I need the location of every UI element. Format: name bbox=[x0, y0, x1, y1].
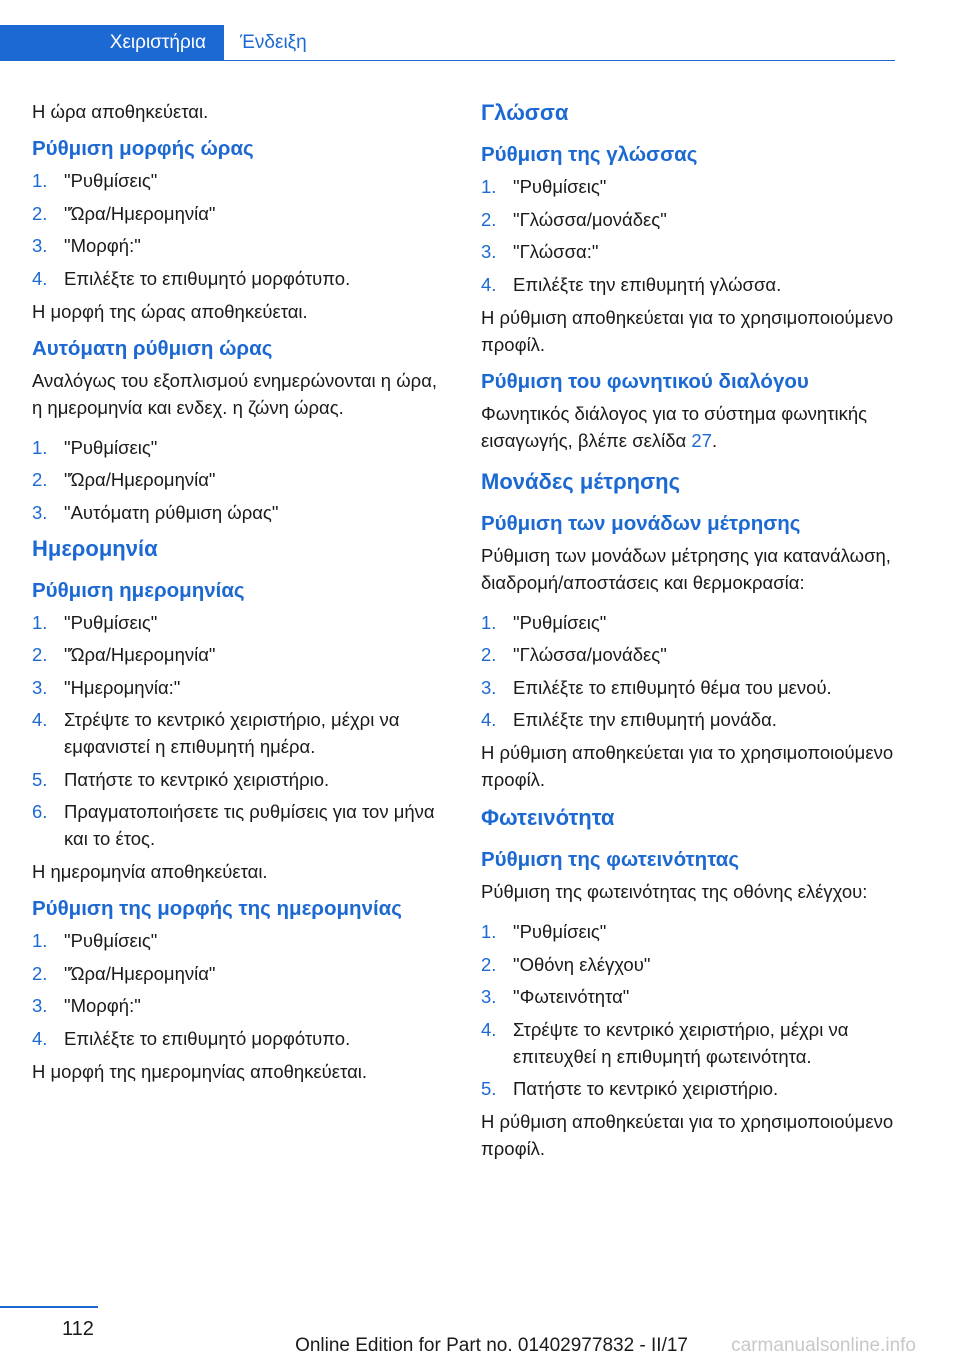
list-item: 3. "Μορφή:" bbox=[32, 995, 141, 1016]
list-item: 2. "Ώρα/Ημερομηνία" bbox=[32, 202, 216, 224]
auto-time-heading: Αυτόματη ρύθμιση ώρας bbox=[32, 336, 273, 360]
list-item: 5. Πατήστε το κεντρικό χειριστήριο. bbox=[32, 768, 330, 790]
time-format-heading: Ρύθμιση μορφής ώρας bbox=[32, 137, 254, 160]
time-format-result: Η μορφή της ώρας αποθηκεύεται. bbox=[32, 300, 308, 322]
tab-controls[interactable]: Χειριστήρια bbox=[0, 25, 224, 61]
auto-time-desc: Αναλόγως του εξοπλισμού ενημερώνονται η ώρα, η ημερομηνία και ενδεχ. η ζώνη ώρας. bbox=[32, 369, 438, 418]
list-item: 2. "Γλώσσα/μονάδες" bbox=[481, 208, 667, 230]
page-reference-link[interactable]: 27 bbox=[691, 429, 712, 451]
edition-text: Online Edition for Part no. 01402977832 - II/17 bbox=[295, 1335, 688, 1356]
language-section-heading: Γλώσσα bbox=[481, 100, 569, 125]
watermark: carmanualsonline.info bbox=[731, 1335, 916, 1356]
date-format-heading: Ρύθμιση της μορφής της ημερομηνίας bbox=[32, 897, 402, 920]
list-item: 3. "Φωτεινότητα" bbox=[481, 986, 630, 1007]
page-number: 112 bbox=[62, 1318, 94, 1340]
list-item: 1. "Ρυθμίσεις" bbox=[32, 170, 158, 191]
right-column bbox=[481, 98, 899, 1175]
list-item: 2. "Ώρα/Ημερομηνία" bbox=[32, 469, 216, 490]
set-units-steps bbox=[481, 609, 899, 734]
list-item: 4. Επιλέξτε την επιθυμητή γλώσσα. bbox=[481, 273, 782, 295]
set-units-desc: Ρύθμιση των μονάδων μέτρησης για κατανάλωση, διαδρομή/αποστάσεις και θερμοκρασία: bbox=[481, 544, 891, 593]
list-item: 5. Πατήστε το κεντρικό χειριστήριο. bbox=[481, 1078, 779, 1099]
list-item: 6. Πραγματοποιήσετε τις ρυθμίσεις για τον μήνα και το έτος. bbox=[32, 801, 435, 849]
list-item: 3. "Γλώσσα:" bbox=[481, 241, 599, 262]
list-item: 4. Επιλέξτε την επιθυμητή μονάδα. bbox=[481, 709, 777, 730]
auto-time-steps bbox=[32, 434, 450, 526]
tab-display[interactable]: Ένδειξη bbox=[240, 32, 307, 53]
set-units-heading: Ρύθμιση των μονάδων μέτρησης bbox=[481, 511, 801, 535]
page-number-rule bbox=[0, 1306, 98, 1308]
set-brightness-steps bbox=[481, 918, 899, 1102]
brightness-section-heading: Φωτεινότητα bbox=[481, 805, 615, 830]
tab-underline bbox=[224, 60, 895, 61]
voice-dialog-heading: Ρύθμιση του φωνητικού διαλόγου bbox=[481, 369, 809, 393]
set-brightness-result: Η ρύθμιση αποθηκεύεται για το χρησιμοποιούμενο προφίλ. bbox=[481, 1111, 894, 1159]
set-brightness-desc: Ρύθμιση της φωτεινότητας της οθόνης ελέγχου: bbox=[481, 881, 868, 902]
header-tab-bar bbox=[0, 25, 895, 63]
voice-dialog-desc: Φωνητικός διάλογος για το σύστημα φωνητικής εισαγωγής, βλέπε σελίδα 27. bbox=[481, 402, 868, 451]
list-item: 2. "Ώρα/Ημερομηνία" bbox=[32, 962, 216, 984]
date-format-steps bbox=[32, 927, 450, 1052]
date-section-heading: Ημερομηνία bbox=[32, 535, 158, 561]
list-item: 3. "Ημερομηνία:" bbox=[32, 676, 181, 698]
list-item: 2. "Οθόνη ελέγχου" bbox=[481, 953, 651, 975]
list-item: 1. "Ρυθμίσεις" bbox=[481, 921, 607, 942]
units-section-heading: Μονάδες μέτρησης bbox=[481, 468, 681, 494]
set-language-steps bbox=[481, 173, 899, 298]
time-format-steps bbox=[32, 167, 450, 292]
list-item: 1. "Ρυθμίσεις" bbox=[481, 176, 607, 197]
set-units-result: Η ρύθμιση αποθηκεύεται για το χρησιμοποιούμενο προφίλ. bbox=[481, 742, 894, 790]
list-item: 4. Στρέψτε το κεντρικό χειριστήριο, μέχρι να εμφανιστεί η επιθυμητή ημέρα. bbox=[32, 709, 400, 757]
set-date-result: Η ημερομηνία αποθηκεύεται. bbox=[32, 861, 268, 882]
set-language-result: Η ρύθμιση αποθηκεύεται για το χρησιμοποιούμενο προφίλ. bbox=[481, 306, 894, 355]
list-item: 3. "Μορφή:" bbox=[32, 235, 141, 256]
list-item: 1. "Ρυθμίσεις" bbox=[481, 611, 607, 633]
set-brightness-heading: Ρύθμιση της φωτεινότητας bbox=[481, 848, 740, 871]
list-item: 1. "Ρυθμίσεις" bbox=[32, 930, 158, 951]
set-date-steps bbox=[32, 609, 450, 853]
list-item: 2. "Γλώσσα/μονάδες" bbox=[481, 644, 667, 665]
list-item: 3. Επιλέξτε το επιθυμητό θέμα του μενού. bbox=[481, 676, 832, 698]
list-item: 4. Επιλέξτε το επιθυμητό μορφότυπο. bbox=[32, 267, 351, 289]
list-item: 4. Στρέψτε το κεντρικό χειριστήριο, μέχρι να επιτευχθεί η επιθυμητή φωτεινότητα. bbox=[481, 1018, 849, 1067]
list-item: 1. "Ρυθμίσεις" bbox=[32, 436, 158, 458]
date-format-result: Η μορφή της ημερομηνίας αποθηκεύεται. bbox=[32, 1060, 368, 1082]
left-column bbox=[32, 98, 450, 1098]
list-item: 4. Επιλέξτε το επιθυμητό μορφότυπο. bbox=[32, 1027, 351, 1049]
set-date-heading: Ρύθμιση ημερομηνίας bbox=[32, 578, 245, 602]
list-item: 1. "Ρυθμίσεις" bbox=[32, 611, 158, 633]
list-item: 3. "Αυτόματη ρύθμιση ώρας" bbox=[32, 501, 279, 523]
intro-text: Η ώρα αποθηκεύεται. bbox=[32, 101, 209, 122]
list-item: 2. "Ώρα/Ημερομηνία" bbox=[32, 644, 216, 665]
set-language-heading: Ρύθμιση της γλώσσας bbox=[481, 143, 698, 166]
